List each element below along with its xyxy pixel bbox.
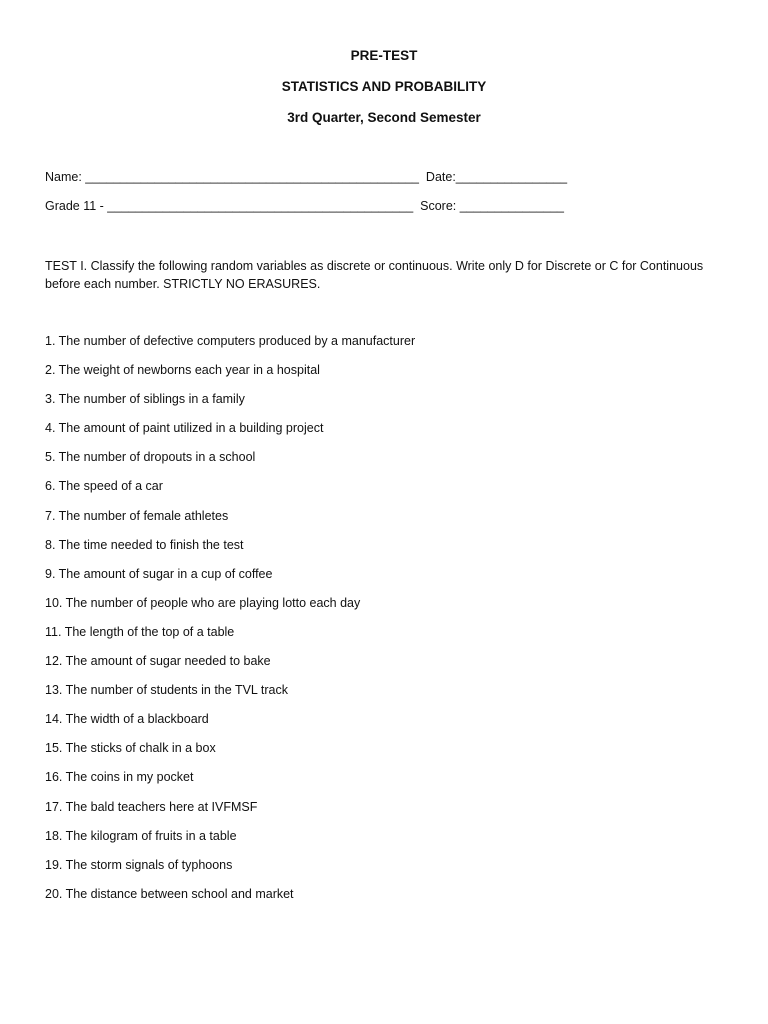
question-item: 10. The number of people who are playing lotto each day <box>45 595 361 610</box>
question-item: 15. The sticks of chalk in a box <box>45 741 216 756</box>
term-heading: 3rd Quarter, Second Semester <box>287 110 481 125</box>
question-item: 1. The number of defective computers produced by a manufacturer <box>45 334 416 348</box>
question-item: 17. The bald teachers here at IVFMSF <box>45 799 258 814</box>
question-item: 20. The distance between school and market <box>45 886 294 901</box>
question-item: 16. The coins in my pocket <box>45 770 194 785</box>
question-item: 8. The time needed to finish the test <box>45 537 244 552</box>
question-item: 13. The number of students in the TVL track <box>45 683 288 698</box>
question-item: 6. The speed of a car <box>45 479 163 494</box>
name-date-line: Name: ________________________________________________ Date:________________ <box>45 170 568 184</box>
question-item: 3. The number of siblings in a family <box>45 392 245 407</box>
question-item: 11. The length of the top of a table <box>45 624 235 639</box>
question-item: 2. The weight of newborns each year in a hospital <box>45 363 320 378</box>
question-item: 9. The amount of sugar in a cup of coffee <box>45 566 273 581</box>
question-item: 19. The storm signals of typhoons <box>45 857 233 872</box>
subject-heading: STATISTICS AND PROBABILITY <box>281 79 487 94</box>
question-item: 5. The number of dropouts in a school <box>45 450 256 465</box>
question-list <box>45 333 415 915</box>
question-item: 14. The width of a blackboard <box>45 712 209 727</box>
test-instructions: TEST I. Classify the following random variables as discrete or continuous. Write only D for Discrete or C for Continuous before each number. STRICTLY NO ERASURES. <box>45 259 704 291</box>
question-item: 18. The kilogram of fruits in a table <box>45 828 237 843</box>
grade-score-line: Grade 11 - ____________________________________________ Score: _______________ <box>45 199 565 213</box>
question-item: 12. The amount of sugar needed to bake <box>45 654 271 669</box>
question-item: 4. The amount of paint utilized in a building project <box>45 421 324 436</box>
question-item: 7. The number of female athletes <box>45 508 229 523</box>
document-title: PRE-TEST <box>350 48 418 63</box>
